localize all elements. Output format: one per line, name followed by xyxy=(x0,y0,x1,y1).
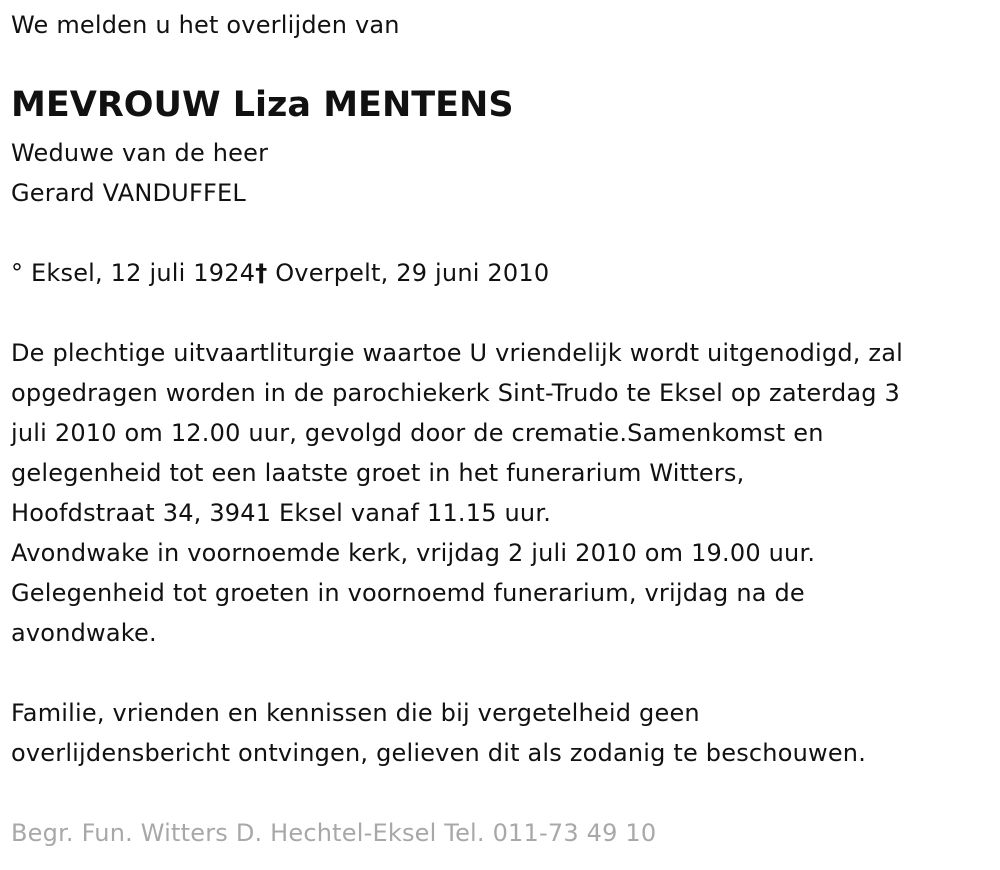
dates-line xyxy=(11,253,549,293)
notice-line: overlijdensbericht ontvingen, gelieven dit als zodanig te beschouwen. xyxy=(11,739,867,767)
death-info: Overpelt, 29 juni 2010 xyxy=(267,259,550,287)
cross-icon: † xyxy=(255,259,268,287)
ceremony-line: Hoofdstraat 34, 3941 Eksel vanaf 11.15 uur. xyxy=(11,499,552,527)
notice-line: Familie, vrienden en kennissen die bij vergetelheid geen xyxy=(11,699,700,727)
ceremony-line: opgedragen worden in de parochiekerk Sint-Trudo te Eksel op zaterdag 3 xyxy=(11,379,901,407)
ceremony-line: avondwake. xyxy=(11,619,157,647)
ceremony-line: Avondwake in voornoemde kerk, vrijdag 2 juli 2010 om 19.00 uur. xyxy=(11,539,816,567)
deceased-name: MEVROUW Liza MENTENS xyxy=(11,85,514,125)
ceremony-line: Gelegenheid tot groeten in voornoemd funerarium, vrijdag na de xyxy=(11,579,805,607)
spouse-line-2: Gerard VANDUFFEL xyxy=(11,179,246,207)
spouse-line-1: Weduwe van de heer xyxy=(11,139,269,167)
birth-info: ° Eksel, 12 juli 1924 xyxy=(11,259,256,287)
funeral-home-footer: Begr. Fun. Witters D. Hechtel-Eksel Tel. 011-73 49 10 xyxy=(11,819,657,847)
ceremony-line: De plechtige uitvaartliturgie waartoe U vriendelijk wordt uitgenodigd, zal xyxy=(11,339,903,367)
ceremony-line: juli 2010 om 12.00 uur, gevolgd door de crematie.Samenkomst en xyxy=(11,419,824,447)
ceremony-line: gelegenheid tot een laatste groet in het funerarium Witters, xyxy=(11,459,745,487)
intro-text: We melden u het overlijden van xyxy=(11,11,400,39)
